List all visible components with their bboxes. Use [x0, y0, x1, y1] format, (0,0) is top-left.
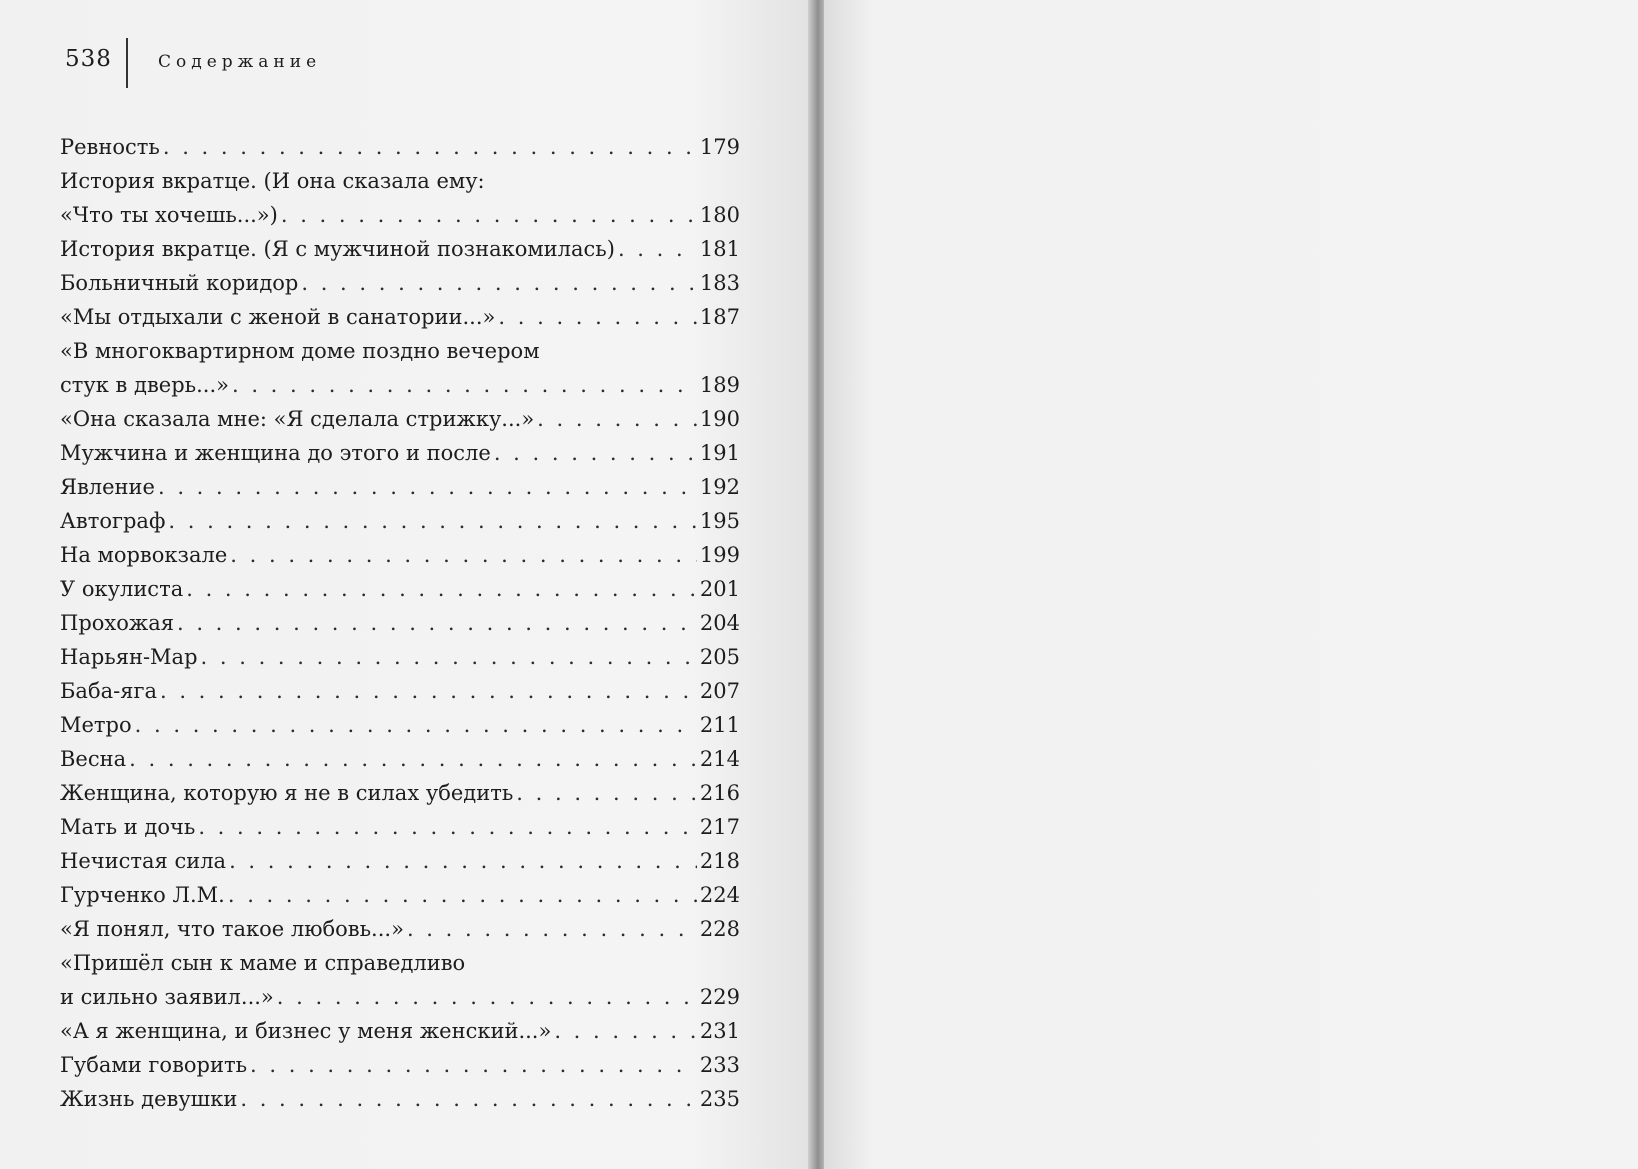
toc-entry-title: Мужчина и женщина до этого и после — [60, 441, 491, 465]
toc-entry-page-number: 224 — [699, 883, 740, 907]
dot-leader — [163, 130, 697, 164]
toc-entry-title: «В многоквартирном доме поздно вечером — [60, 339, 540, 363]
toc-entry-page-number: 216 — [699, 781, 740, 805]
toc-entry-title: «Я понял, что такое любовь...» — [60, 917, 404, 941]
toc-entry-page-number: 189 — [699, 373, 740, 397]
toc-entry-title: История вкратце. (И она сказала ему: — [60, 169, 485, 193]
toc-entry-page-number: 231 — [699, 1019, 740, 1043]
left-running-header: Содержание — [158, 52, 322, 72]
toc-entry — [60, 1014, 740, 1048]
toc-entry-page-number: 207 — [699, 679, 740, 703]
toc-entry — [60, 572, 740, 606]
toc-entry — [60, 776, 740, 810]
toc-entry-title: Нарьян-Мар — [60, 645, 198, 669]
header-divider — [126, 38, 128, 88]
dot-leader — [229, 844, 697, 878]
toc-entry-title: «А я женщина, и бизнес у меня женский...» — [60, 1019, 552, 1043]
toc-entry-title: Губами говорить — [60, 1053, 248, 1077]
dot-leader — [537, 402, 697, 436]
toc-entry-title: Жизнь девушки — [60, 1087, 238, 1111]
toc-entry — [60, 470, 740, 504]
dot-leader — [232, 368, 697, 402]
toc-entry — [60, 164, 740, 232]
toc-entry-title: История вкратце. (Я с мужчиной познакомилась) — [60, 237, 615, 261]
dot-leader — [168, 504, 697, 538]
toc-entry-title: Больничный коридор — [60, 271, 299, 295]
dot-leader — [160, 674, 697, 708]
dot-leader — [516, 776, 697, 810]
toc-entry-page-number: 235 — [699, 1087, 740, 1111]
toc-entry-page-number: 187 — [699, 305, 740, 329]
toc-entry-title: На морвокзале — [60, 543, 228, 567]
toc-entry-page-number: 195 — [699, 509, 740, 533]
toc-entry-title: и сильно заявил...» — [60, 985, 274, 1009]
dot-leader — [250, 1048, 697, 1082]
dot-leader — [186, 572, 697, 606]
dot-leader — [135, 708, 697, 742]
toc-entry — [60, 538, 740, 572]
toc-entry-title: Нечистая сила — [60, 849, 227, 873]
dot-leader — [240, 1082, 697, 1116]
toc-entry-title: «Она сказала мне: «Я сделала стрижку...» — [60, 407, 535, 431]
toc-entry-page-number: 190 — [699, 407, 740, 431]
toc-entry — [60, 232, 740, 266]
dot-leader — [201, 640, 697, 674]
toc-entry-title: У окулиста — [60, 577, 184, 601]
dot-leader — [407, 912, 697, 946]
dot-leader — [494, 436, 697, 470]
toc-entry-page-number: 233 — [699, 1053, 740, 1077]
toc-entry-page-number: 218 — [699, 849, 740, 873]
toc-entry-title: Женщина, которую я не в силах убедить — [60, 781, 514, 805]
toc-entry — [60, 130, 740, 164]
toc-entry — [60, 878, 740, 912]
dot-leader — [230, 538, 697, 572]
toc-entry — [60, 912, 740, 946]
toc-entry — [60, 402, 740, 436]
toc-entry-title: Весна — [60, 747, 127, 771]
right-page — [824, 0, 1638, 1169]
toc-entry-title: Прохожая — [60, 611, 174, 635]
toc-entry — [60, 674, 740, 708]
toc-entry — [60, 504, 740, 538]
dot-leader — [554, 1014, 697, 1048]
dot-leader — [281, 198, 697, 232]
toc-entry-page-number: 214 — [699, 747, 740, 771]
dot-leader — [228, 878, 697, 912]
toc-entry — [60, 708, 740, 742]
left-page — [0, 0, 812, 1169]
toc-entry — [60, 266, 740, 300]
toc-entry-page-number: 204 — [699, 611, 740, 635]
dot-leader — [301, 266, 697, 300]
toc-entry-page-number: 192 — [699, 475, 740, 499]
toc-entry — [60, 300, 740, 334]
toc-entry-title: стук в дверь...» — [60, 373, 229, 397]
toc-entry — [60, 810, 740, 844]
toc-entry — [60, 1048, 740, 1082]
toc-entry — [60, 1082, 740, 1116]
toc-entry-page-number: 179 — [699, 135, 740, 159]
dot-leader — [158, 470, 697, 504]
toc-entry-page-number: 191 — [699, 441, 740, 465]
toc-entry-page-number: 228 — [699, 917, 740, 941]
toc-entry — [60, 334, 740, 402]
toc-entry-title: «Пришёл сын к маме и справедливо — [60, 951, 466, 975]
toc-entry-title: Гурченко Л.М. — [60, 883, 225, 907]
left-page-number: 538 — [65, 46, 112, 72]
toc-entry — [60, 436, 740, 470]
toc-entry-page-number: 181 — [699, 237, 740, 261]
toc-entry — [60, 844, 740, 878]
toc-entry — [60, 946, 740, 1014]
toc-entry-page-number: 180 — [699, 203, 740, 227]
toc-entry-title: Ревность — [60, 135, 160, 159]
toc-entry-title: Баба-яга — [60, 679, 157, 703]
toc-entry-title: Мать и дочь — [60, 815, 196, 839]
toc-entry-title: Метро — [60, 713, 132, 737]
toc-entry-title: Явление — [60, 475, 155, 499]
toc-entry-title: «Мы отдыхали с женой в санатории...» — [60, 305, 496, 329]
toc-entry-page-number: 229 — [699, 985, 740, 1009]
dot-leader — [277, 980, 697, 1014]
toc-entry-title: «Что ты хочешь...») — [60, 203, 278, 227]
toc-entry — [60, 742, 740, 776]
toc-entry-page-number: 205 — [699, 645, 740, 669]
toc-entry — [60, 640, 740, 674]
dot-leader — [198, 810, 697, 844]
table-of-contents-left — [60, 130, 740, 1116]
dot-leader — [129, 742, 697, 776]
dot-leader — [498, 300, 697, 334]
toc-entry-page-number: 217 — [699, 815, 740, 839]
toc-entry-page-number: 201 — [699, 577, 740, 601]
toc-entry-title: Автограф — [60, 509, 166, 533]
dot-leader — [177, 606, 697, 640]
toc-entry-page-number: 211 — [699, 713, 740, 737]
dot-leader — [618, 232, 697, 266]
toc-entry-page-number: 183 — [699, 271, 740, 295]
toc-entry — [60, 606, 740, 640]
toc-entry-page-number: 199 — [699, 543, 740, 567]
